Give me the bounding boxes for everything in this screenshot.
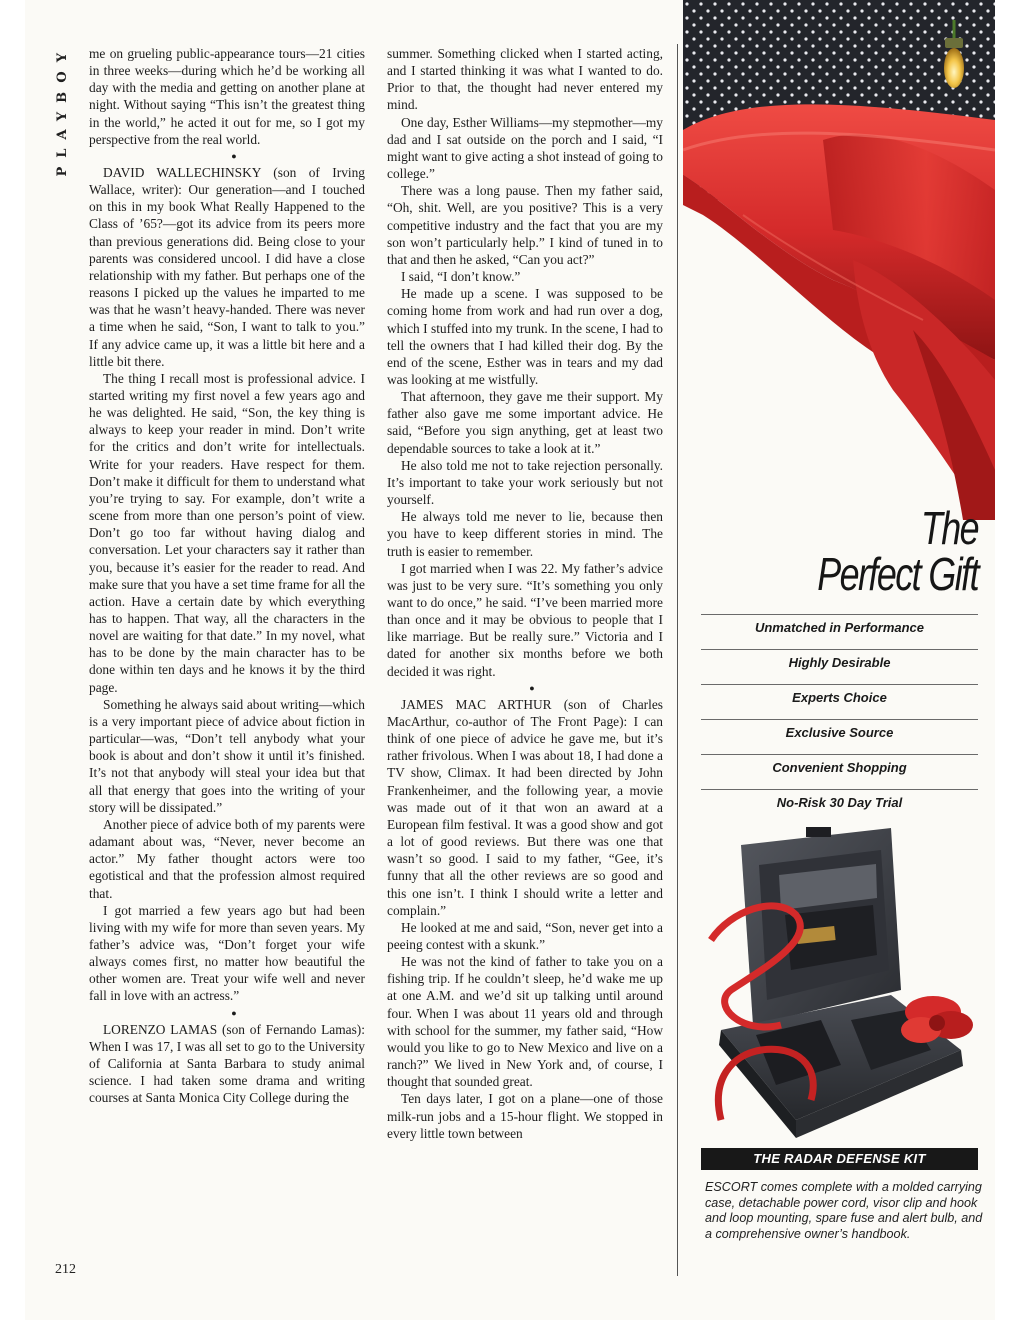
ad-feature-item: Highly Desirable: [701, 649, 978, 684]
ad-caption: ESCORT comes complete with a molded carrying case, detachable power cord, visor clip and hook and loop mounting, spare fuse and alert bulb, and a comprehensive owner’s handbook.: [705, 1180, 983, 1241]
ad-feature-item: Exclusive Source: [701, 719, 978, 754]
article-paragraph: me on grueling public-appearance tours—21 cities in three weeks—during which he’d be working all day with the media and getting on another plane at night. Without saying “This isn’t the greatest thing in the world,” he acted it out for me, so I got my perspective from the real world.: [89, 46, 365, 147]
ad-feature-item: Experts Choice: [701, 684, 978, 719]
ad-headline-line2: Perfect Gift: [817, 548, 978, 600]
article-paragraph: He made up a scene. I was supposed to be coming home from work and had run over a dog, which I stuffed into my trunk. In the scene, I had to tell the owners that I had killed their dog. By the end of the scene, Esther was in tears and my dad was looking at me wistfully.: [387, 286, 663, 387]
ad-headline: [723, 502, 978, 600]
ad-feature-item: Convenient Shopping: [701, 754, 978, 789]
article-paragraph: I got married when I was 22. My father’s advice was just to be very sure. “It’s something you only want to do once,” he said. “I’ve been married more than once and it may be obvious to people that I like marriage. But be really sure.” Victoria and I dated for another six months before we both decided it was right.: [387, 560, 663, 679]
article-column-1: [89, 45, 365, 1106]
column-divider: [677, 44, 678, 1276]
radar-kit-photo: [701, 820, 981, 1145]
article-paragraph: Something he always said about writing—which is a very important piece of advice about fiction in particular—was, “Don’t tell anybody what your book is about and don’t show it until it’s finished. It’s not that anybody will steal your idea but that all that energy that goes into the writing of your story will be dissipated.”: [89, 696, 365, 815]
ad-feature-list: [701, 614, 978, 825]
article-paragraph: He looked at me and said, “Son, never get into a peeing contest with a skunk.”: [387, 919, 663, 952]
article-paragraph: He was not the kind of father to take you on a fishing trip. If he couldn’t sleep, he’d wake me up at one A.M. and we’d sit up talking until around four. When I was about 11 years old and through with school for the summer, my father said, “How would you like to go to New Mexico and live on a ranch?” We lived in New York and, of course, I thought that sounded great.: [387, 954, 663, 1090]
article-paragraph: That afternoon, they gave me their support. My father also gave me some important advice. He said, “Before you sign anything, get at least two dependable sources to take a look at it.”: [387, 389, 663, 456]
article-paragraph: DAVID WALLECHINSKY (son of Irving Wallace, writer): Our generation—and I touched on this in my book What Really Happened to the Class of ’65?—got its advice from its peers more than previous generations did. Being close to your parents was considered uncool. I did have a close relationship with my father. But perhaps one of the reasons I picked up the values he imparted to me was that he wasn’t heavy-handed. There was never a time when he said, “Son, I want to talk to you.” If any advice came up, it was a little bit here and a little bit there.: [89, 164, 365, 369]
article-paragraph: Ten days later, I got on a plane—one of those milk-run jobs and a 15-hour flight. We stopped in every little town between: [387, 1091, 663, 1141]
article-paragraph: Another piece of advice both of my parents were adamant about was, “Never, never become an actor.” My father thought actors were too egotistical and that the profession almost required that.: [89, 816, 365, 901]
article-paragraph: JAMES MAC ARTHUR (son of Charles MacArthur, co-author of The Front Page): I can think of one piece of advice he gave me, but it’s rather frivolous. When I was about 18, I had done a TV show, Climax. It had been directed by John Frankenheimer, and the following year, a movie was made out of it that won an award at a European film festival. It was a good show and got a lot of good reviews. But there was one that wasn’t so good. I said to my father, “Gee, it’s funny that all the other reviews are so good and this one isn’t. I think I should write a letter and complain.”: [387, 696, 663, 918]
running-head-text: PLAYBOY: [55, 44, 70, 177]
magazine-page: [25, 0, 995, 1320]
ad-headline-line1: The: [920, 502, 978, 554]
escort-advertisement: [683, 0, 995, 1320]
gift-ribbon-photo: [683, 0, 995, 520]
article-paragraph: summer. Something clicked when I started acting, and I started thinking it was what I wanted to do. Prior to that, the thought had never entered my mind.: [387, 46, 663, 113]
article-paragraph: LORENZO LAMAS (son of Fernando Lamas): When I was 17, I was all set to go to the University of California at Santa Barbara to study animal science. I had taken some drama and writing courses at Santa Monica City College during the: [89, 1021, 365, 1106]
article-column-2: [387, 45, 663, 1142]
ad-feature-item: Unmatched in Performance: [701, 614, 978, 649]
section-separator: ●: [231, 150, 237, 161]
article-paragraph: The thing I recall most is professional advice. I started writing my first novel a few years ago and he was delighted. He said, “Son, the key thing is always to keep your reader in mind. Don’t write for the critics and don’t write for intellectuals. Write for your readers. Have respect for them. Don’t make it difficult for them to understand what you’re trying to say. For example, don’t write a scene from more than one person’s point of view. Don’t go too far without having dialog and conversation. Let your characters say it rather than you, because it’s easier for the reader to read. And make sure that you have a set time frame for all the action. Have a certain date by which everything has to happen. That way, all the characters in the novel are waiting for that date.” In my novel, what has to be done by the main character has to be done within ten days and he knows it by the third page.: [89, 370, 365, 695]
article-paragraph: I said, “I don’t know.”: [401, 269, 521, 285]
section-separator: ●: [231, 1007, 237, 1018]
article-paragraph: One day, Esther Williams—my stepmother—my dad and I sat outside on the porch and I said, “I might want to give acting a shot instead of going to college.”: [387, 114, 663, 182]
ad-feature-item: No-Risk 30 Day Trial: [701, 789, 978, 825]
ad-kit-title: THE RADAR DEFENSE KIT: [701, 1148, 978, 1170]
running-head: [52, 44, 70, 177]
section-separator: ●: [529, 682, 535, 693]
article-paragraph: He always told me never to lie, because then you have to keep different stories in mind. The truth is easier to remember.: [387, 509, 663, 559]
article-paragraph: He also told me not to take rejection personally. It’s important to take your work seriously but not yourself.: [387, 457, 663, 508]
article-paragraph: I got married a few years ago but had been living with my wife for more than seven years. My father’s advice was, “Don’t forget your wife always comes first, no matter how beautiful the other women are. Treat your wife well and never fall in love with an actress.”: [89, 902, 365, 1004]
article-paragraph: There was a long pause. Then my father said, “Oh, shit. Well, are you positive? This is a very competitive industry and the fact that you are my son won’t particularly help.” I kind of tuned in to that and then he asked, “Can you act?”: [387, 183, 663, 267]
page-number: 212: [55, 1262, 76, 1277]
